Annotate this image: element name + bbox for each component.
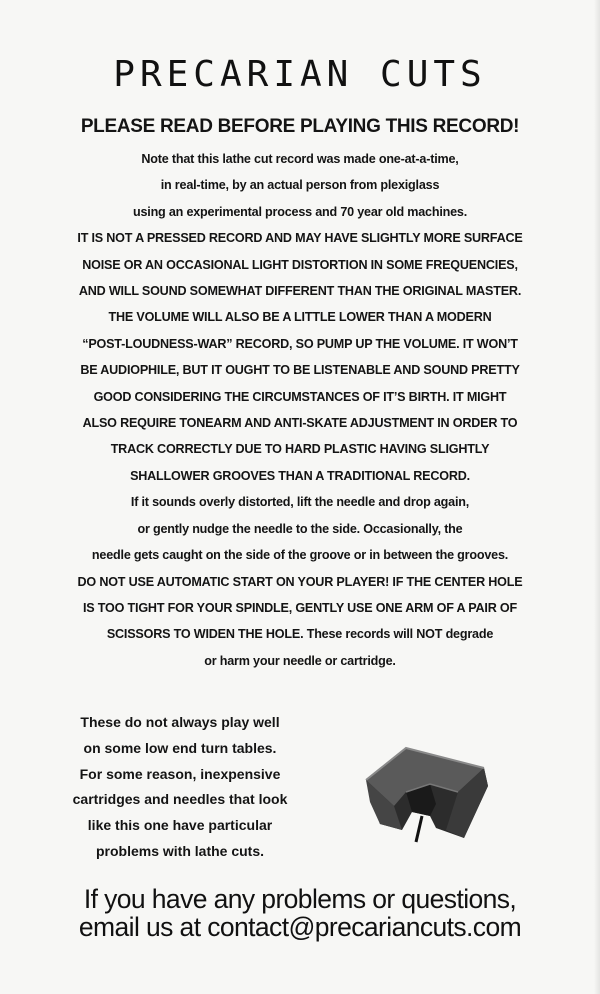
body-line: or harm your needle or cartridge. (204, 653, 396, 668)
warning-heading: PLEASE READ BEFORE PLAYING THIS RECORD! (80, 116, 520, 137)
contact-info (0, 885, 600, 941)
body-line: using an experimental process and 70 year old machines. (132, 204, 468, 219)
turntable-cartridge-icon (346, 718, 496, 848)
contact-line: If you have any problems or questions, (83, 884, 517, 914)
body-line: or gently nudge the needle to the side. Occasionally, the (137, 521, 463, 536)
body-line: in real-time, by an actual person from plexiglass (160, 178, 440, 193)
cartridge-note-line: problems with lathe cuts. (95, 842, 265, 859)
contact-email-line[interactable]: email us at contact@precariancuts.com (78, 912, 522, 942)
cartridge-note-line: cartridges and needles that look (72, 791, 288, 808)
body-line: If it sounds overly distorted, lift the needle and drop again, (130, 495, 470, 510)
cartridge-note-line: on some low end turn tables. (83, 739, 277, 756)
brand-title: PRECARIAN CUTS (113, 54, 487, 95)
cartridge-note-line: like this one have particular (87, 817, 273, 834)
body-line: TRACK CORRECTLY DUE TO HARD PLASTIC HAVING SLIGHTLY (110, 442, 490, 457)
body-line: IT IS NOT A PRESSED RECORD AND MAY HAVE SLIGHTLY MORE SURFACE (77, 231, 523, 246)
cartridge-note (40, 710, 320, 865)
body-line: GOOD CONSIDERING THE CIRCUMSTANCES OF IT’S BIRTH. IT MIGHT (93, 389, 507, 404)
card-edge (594, 0, 600, 994)
body-line: ALSO REQUIRE TONEARM AND ANTI-SKATE ADJUSTMENT IN ORDER TO (82, 416, 518, 431)
instructions-body (40, 146, 560, 674)
body-line: BE AUDIOPHILE, BUT IT OUGHT TO BE LISTENABLE AND SOUND PRETTY (80, 363, 520, 378)
body-line: SCISSORS TO WIDEN THE HOLE. These records will NOT degrade (106, 627, 494, 642)
body-line: SHALLOWER GROOVES THAN A TRADITIONAL RECORD. (130, 468, 470, 483)
body-line: needle gets caught on the side of the groove or in between the grooves. (91, 548, 509, 563)
body-line: THE VOLUME WILL ALSO BE A LITTLE LOWER THAN A MODERN (108, 310, 492, 325)
body-line: IS TOO TIGHT FOR YOUR SPINDLE, GENTLY USE ONE ARM OF A PAIR OF (82, 600, 518, 615)
body-line: AND WILL SOUND SOMEWHAT DIFFERENT THAN THE ORIGINAL MASTER. (78, 284, 522, 299)
body-line: “POST-LOUDNESS-WAR” RECORD, SO PUMP UP THE VOLUME. IT WON’T (82, 336, 518, 351)
body-line: DO NOT USE AUTOMATIC START ON YOUR PLAYER! IF THE CENTER HOLE (77, 574, 523, 589)
cartridge-note-line: For some reason, inexpensive (79, 765, 281, 782)
cartridge-note-line: These do not always play well (80, 714, 280, 730)
body-line: NOISE OR AN OCCASIONAL LIGHT DISTORTION IN SOME FREQUENCIES, (82, 257, 518, 272)
body-line: Note that this lathe cut record was made one-at-a-time, (141, 152, 459, 166)
